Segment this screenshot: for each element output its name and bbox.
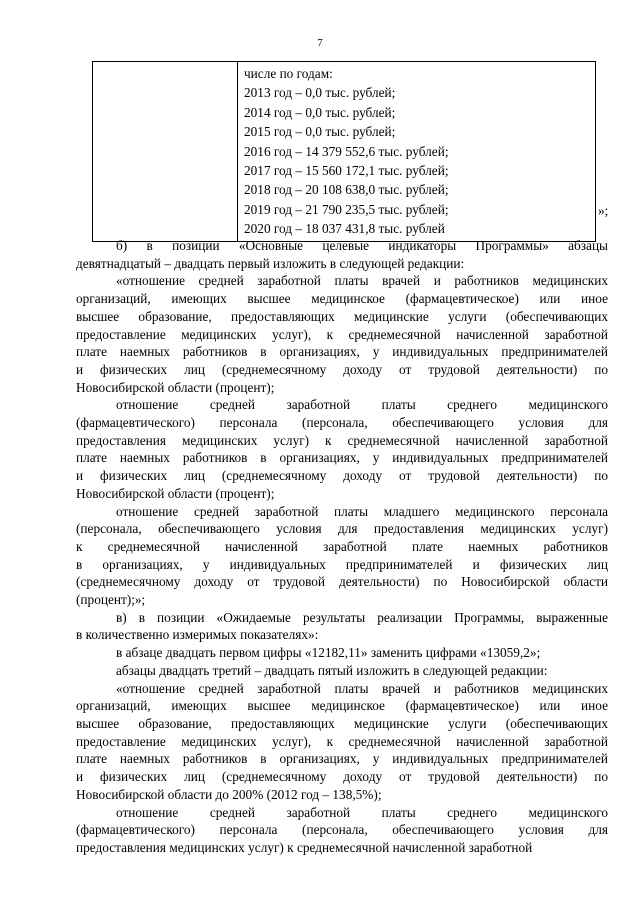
text-line: в организациях, у индивидуальных предпринимателей и физических лиц bbox=[76, 556, 608, 572]
text-line: (фармацевтического) персонала (персонала, обеспечивающего условия для bbox=[76, 415, 608, 431]
text-line: (персонала, обеспечивающего условия для предоставления медицинских услуг) bbox=[76, 521, 608, 537]
paragraph bbox=[76, 804, 608, 857]
text-line: отношение средней заработной платы младшего медицинского персонала bbox=[116, 503, 608, 519]
text-line: (среднемесячному доходу от трудовой деятельности) по Новосибирской области bbox=[76, 574, 608, 590]
table-line: 2019 год – 21 790 235,5 тыс. рублей; bbox=[244, 201, 449, 217]
table-line: 2013 год – 0,0 тыс. рублей; bbox=[244, 85, 396, 101]
text-line: «отношение средней заработной платы врачей и работников медицинских bbox=[116, 273, 608, 289]
text-line: и физических лиц (среднемесячному доходу от трудовой деятельности) по bbox=[76, 361, 608, 377]
paragraph bbox=[76, 503, 608, 609]
text-line: к среднемесячной начисленной заработной плате наемных работников bbox=[76, 538, 608, 554]
text-line: предоставления медицинских услуг) к среднемесячной начисленной заработной bbox=[76, 839, 533, 855]
text-line: б) в позиции «Основные целевые индикаторы Программы» абзацы bbox=[116, 238, 608, 253]
text-line: (процент);»; bbox=[76, 592, 146, 608]
paragraph bbox=[76, 396, 608, 502]
text-line: Новосибирской области до 200% (2012 год – 138,5%); bbox=[76, 786, 382, 802]
text-line: плате наемных работников в организациях, у индивидуальных предпринимателей bbox=[76, 344, 608, 360]
table-line: 2016 год – 14 379 552,6 тыс. рублей; bbox=[244, 143, 449, 159]
table-line: 2020 год – 18 037 431,8 тыс. рублей bbox=[244, 221, 445, 237]
table-right-cell bbox=[238, 62, 596, 242]
table-line: 2017 год – 15 560 172,1 тыс. рублей; bbox=[244, 163, 449, 179]
text-line: и физических лиц (среднемесячному доходу от трудовой деятельности) по bbox=[76, 468, 608, 484]
paragraph bbox=[76, 644, 608, 662]
table-line: числе по годам: bbox=[244, 66, 333, 81]
text-line: высшее образование, предоставляющих медицинские услуги (обеспечивающих bbox=[76, 308, 608, 324]
text-line: предоставления медицинских услуг) к среднемесячной начисленной заработной bbox=[76, 432, 608, 448]
text-line: (фармацевтического) персонала (персонала, обеспечивающего условия для bbox=[76, 822, 608, 838]
text-line: «отношение средней заработной платы врачей и работников медицинских bbox=[116, 680, 608, 696]
paragraph bbox=[76, 662, 608, 680]
text-line: высшее образование, предоставляющих медицинские услуги (обеспечивающих bbox=[76, 715, 608, 731]
text-line: абзацы двадцать третий – двадцать пятый изложить в следующей редакции: bbox=[116, 662, 548, 678]
text-line: организаций, имеющих высшее медицинское (фармацевтическое) или иное bbox=[76, 698, 608, 714]
text-line: в) в позиции «Ожидаемые результаты реализации Программы, выраженные bbox=[116, 609, 608, 625]
text-line: в количественно измеримых показателях»: bbox=[76, 627, 319, 643]
paragraph bbox=[76, 237, 608, 272]
text-line: отношение средней заработной платы среднего медицинского bbox=[116, 804, 608, 820]
budget-table bbox=[92, 61, 596, 242]
text-line: предоставление медицинских услуг), к среднемесячной начисленной заработной bbox=[76, 326, 608, 342]
text-line: предоставление медицинских услуг), к среднемесячной начисленной заработной bbox=[76, 733, 608, 749]
document-body bbox=[76, 237, 608, 857]
text-line: плате наемных работников в организациях, у индивидуальных предпринимателей bbox=[76, 450, 608, 466]
paragraph bbox=[76, 272, 608, 396]
text-line: в абзаце двадцать первом цифры «12182,11» заменить цифрами «13059,2»; bbox=[116, 645, 541, 661]
table-line: 2018 год – 20 108 638,0 тыс. рублей; bbox=[244, 182, 449, 198]
table-left-cell bbox=[93, 62, 238, 242]
text-line: плате наемных работников в организациях, у индивидуальных предпринимателей bbox=[76, 751, 608, 767]
text-line: Новосибирской области (процент); bbox=[76, 485, 275, 501]
text-line: девятнадцатый – двадцать первый изложить в следующей редакции: bbox=[76, 255, 465, 271]
table-line: 2015 год – 0,0 тыс. рублей; bbox=[244, 124, 396, 140]
text-line: и физических лиц (среднемесячному доходу от трудовой деятельности) по bbox=[76, 769, 608, 785]
text-line: организаций, имеющих высшее медицинское (фармацевтическое) или иное bbox=[76, 291, 608, 307]
table-row bbox=[93, 62, 596, 242]
text-line: Новосибирской области (процент); bbox=[76, 379, 275, 395]
text-line: отношение средней заработной платы среднего медицинского bbox=[116, 397, 608, 413]
page-number: 7 bbox=[317, 37, 323, 49]
paragraph bbox=[76, 609, 608, 644]
paragraph bbox=[76, 680, 608, 804]
table-line: 2014 год – 0,0 тыс. рублей; bbox=[244, 104, 396, 120]
table-closing-quote: »; bbox=[598, 203, 609, 218]
